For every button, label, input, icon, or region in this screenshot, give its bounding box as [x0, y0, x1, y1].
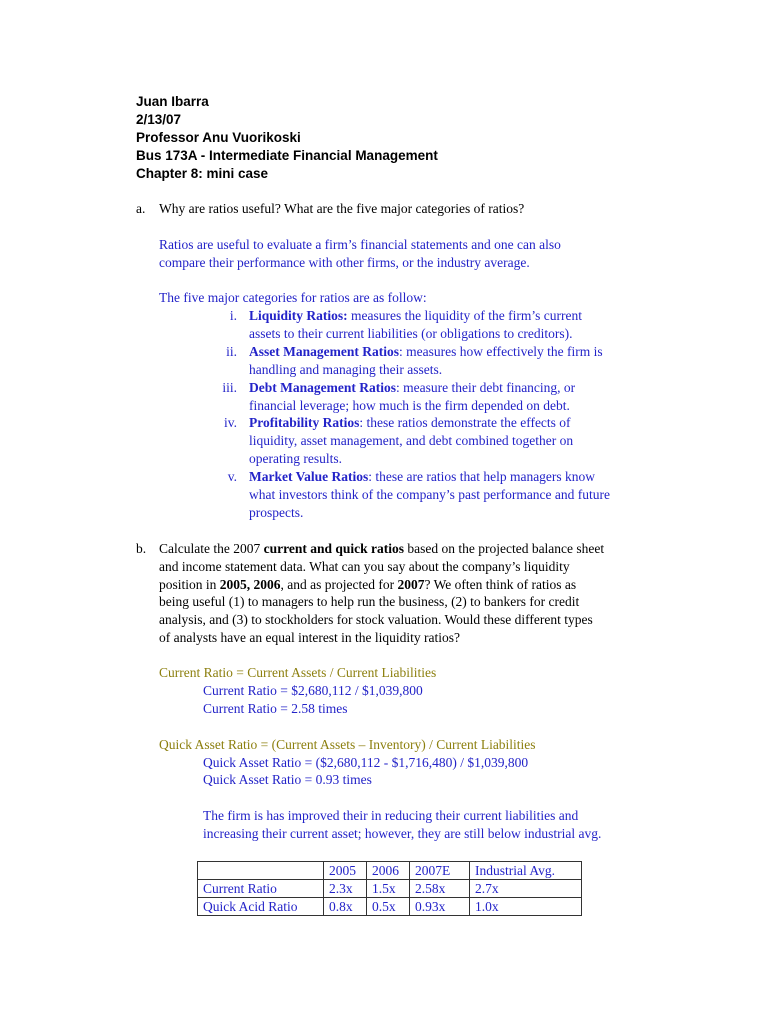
category-numeral: iii. — [222, 380, 237, 395]
category-description: financial leverage; how much is the firm depended on debt. — [249, 398, 570, 413]
ratio-comparison-table — [197, 861, 582, 916]
table-header-row — [198, 862, 582, 880]
current-ratio-calculation: Current Ratio = $2,680,112 / $1,039,800 — [203, 683, 423, 698]
category-description: assets to their current liabilities (or obligations to creditors). — [249, 326, 573, 341]
table-cell: 2.58x — [410, 880, 470, 898]
part-a-answer-line: compare their performance with other firms, or the industry average. — [159, 255, 530, 270]
table-header-cell: Industrial Avg. — [470, 862, 582, 880]
document-date: 2/13/07 — [136, 112, 182, 127]
category-item — [249, 380, 575, 396]
table-header-cell: 2006 — [367, 862, 410, 880]
category-term: Liquidity Ratios: — [249, 308, 348, 323]
category-description: what investors think of the company’s past performance and future — [249, 487, 611, 502]
author-name: Juan Ibarra — [136, 94, 209, 109]
table-cell: Current Ratio — [198, 880, 324, 898]
table-row — [198, 880, 582, 898]
table-header-cell: 2005 — [324, 862, 367, 880]
table-header-cell — [198, 862, 324, 880]
table-header-cell: 2007E — [410, 862, 470, 880]
conclusion-line: increasing their current asset; however, they are still below industrial avg. — [203, 826, 602, 841]
category-description: : measures how effectively the firm is — [398, 344, 603, 359]
category-description: : these are ratios that help managers know — [368, 469, 596, 484]
course-title: Bus 173A - Intermediate Financial Management — [136, 148, 438, 163]
quick-ratio-formula: Quick Asset Ratio = (Current Assets – Inventory) / Current Liabilities — [159, 737, 536, 752]
category-term: Market Value Ratios — [249, 469, 369, 484]
part-b-question-line: Calculate the 2007 current and quick ratios based on the projected balance sheet — [159, 541, 605, 556]
category-description: handling and managing their assets. — [249, 362, 443, 377]
category-numeral: iv. — [224, 415, 237, 430]
table-cell: 2.7x — [470, 880, 582, 898]
table-cell: 0.8x — [324, 898, 367, 916]
category-term: Debt Management Ratios — [249, 380, 396, 395]
category-item — [249, 469, 595, 485]
part-b-question-line: and income statement data. What can you say about the company’s liquidity — [159, 559, 570, 574]
part-a-question: Why are ratios useful? What are the five major categories of ratios? — [159, 201, 525, 216]
category-description: : measure their debt financing, or — [395, 380, 576, 395]
category-numeral: ii. — [226, 344, 237, 359]
category-term: Profitability Ratios — [249, 415, 360, 430]
part-b-label: b. — [136, 541, 147, 556]
current-ratio-result: Current Ratio = 2.58 times — [203, 701, 348, 716]
category-description: prospects. — [249, 505, 304, 520]
chapter-title: Chapter 8: mini case — [136, 166, 269, 181]
category-term: Asset Management Ratios — [249, 344, 399, 359]
category-item — [249, 344, 603, 360]
category-description: operating results. — [249, 451, 342, 466]
table-cell: 0.93x — [410, 898, 470, 916]
current-ratio-formula: Current Ratio = Current Assets / Current Liabilities — [159, 665, 437, 680]
table-cell: 0.5x — [367, 898, 410, 916]
category-description: : these ratios demonstrate the effects of — [359, 415, 571, 430]
table-row — [198, 898, 582, 916]
part-b-question-line: being useful (1) to managers to help run the business, (2) to bankers for credit — [159, 594, 580, 609]
conclusion-line: The firm is has improved their in reducing their current liabilities and — [203, 808, 579, 823]
category-item — [249, 415, 571, 431]
table-cell: 2.3x — [324, 880, 367, 898]
categories-intro: The five major categories for ratios are as follow: — [159, 290, 427, 305]
category-description: liquidity, asset management, and debt combined together on — [249, 433, 574, 448]
part-a-answer-line: Ratios are useful to evaluate a firm’s financial statements and one can also — [159, 237, 561, 252]
quick-ratio-calculation: Quick Asset Ratio = ($2,680,112 - $1,716,480) / $1,039,800 — [203, 755, 529, 770]
category-description: measures the liquidity of the firm’s current — [347, 308, 582, 323]
category-item — [249, 308, 582, 324]
professor-name: Professor Anu Vuorikoski — [136, 130, 301, 145]
part-a-label: a. — [136, 201, 146, 216]
category-numeral: v. — [227, 469, 237, 484]
category-numeral: i. — [229, 308, 237, 323]
part-b-question-line: analysis, and (3) to stockholders for stock valuation. Would these different types — [159, 612, 593, 627]
table-cell: 1.0x — [470, 898, 582, 916]
table-cell: Quick Acid Ratio — [198, 898, 324, 916]
table-cell: 1.5x — [367, 880, 410, 898]
part-b-question-line: position in 2005, 2006, and as projected for 2007? We often think of ratios as — [159, 577, 577, 592]
part-b-question-line: of analysts have an equal interest in the liquidity ratios? — [159, 630, 461, 645]
quick-ratio-result: Quick Asset Ratio = 0.93 times — [203, 772, 372, 787]
